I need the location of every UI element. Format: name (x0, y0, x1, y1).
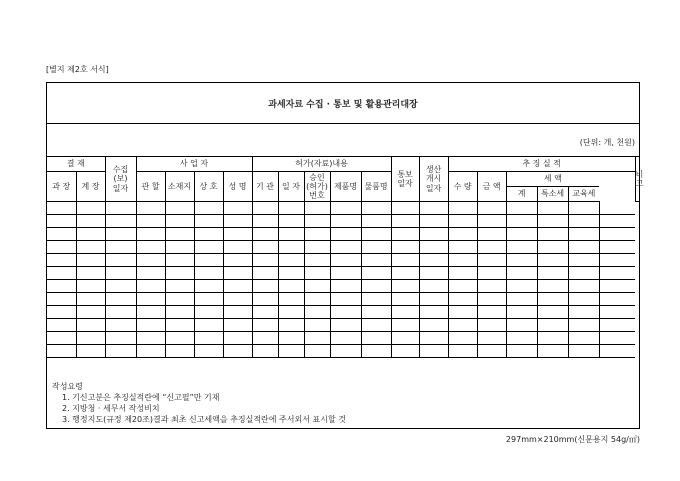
table-cell[interactable] (47, 254, 76, 267)
table-cell[interactable] (599, 319, 635, 332)
table-cell[interactable] (568, 202, 599, 215)
table-cell[interactable] (223, 280, 252, 293)
table-cell[interactable] (223, 319, 252, 332)
table-cell[interactable] (448, 293, 477, 306)
table-cell[interactable] (194, 215, 223, 228)
header-owner-name: 성 명 (223, 172, 252, 202)
table-cell[interactable] (47, 332, 76, 345)
table-cell[interactable] (330, 345, 361, 358)
table-cell[interactable] (194, 280, 223, 293)
table-cell[interactable] (304, 215, 330, 228)
table-cell[interactable] (252, 280, 278, 293)
table-cell[interactable] (599, 293, 635, 306)
table-cell[interactable] (76, 267, 105, 280)
table-cell[interactable] (165, 306, 194, 319)
table-cell[interactable] (448, 215, 477, 228)
paper-spec: 297mm×210mm(신문용지 54g/㎡) (505, 435, 640, 444)
table-cell[interactable] (252, 293, 278, 306)
table-cell[interactable] (194, 332, 223, 345)
table-cell[interactable] (506, 267, 537, 280)
table-cell[interactable] (477, 241, 506, 254)
table-row (47, 241, 639, 254)
header-special-tax: 특소세 (537, 187, 568, 202)
table-cell[interactable] (136, 267, 165, 280)
table-cell[interactable] (361, 241, 391, 254)
header-row-1 (47, 157, 639, 172)
table-cell[interactable] (361, 267, 391, 280)
table-cell[interactable] (477, 306, 506, 319)
table-row (47, 280, 639, 293)
table-cell[interactable] (76, 215, 105, 228)
table-cell[interactable] (361, 228, 391, 241)
table-cell[interactable] (252, 241, 278, 254)
table-cell[interactable] (419, 332, 448, 345)
table-cell[interactable] (419, 202, 448, 215)
header-product: 제품명 (330, 172, 361, 202)
table-cell[interactable] (194, 319, 223, 332)
table-cell[interactable] (165, 254, 194, 267)
table-cell[interactable] (278, 280, 304, 293)
table-cell[interactable] (165, 319, 194, 332)
table-cell[interactable] (223, 293, 252, 306)
table-cell[interactable] (599, 267, 635, 280)
table-cell[interactable] (448, 306, 477, 319)
table-cell[interactable] (537, 254, 568, 267)
table-cell[interactable] (568, 319, 599, 332)
table-cell[interactable] (252, 306, 278, 319)
header-collection: 추 징 실 적 (448, 157, 635, 172)
table-cell[interactable] (252, 319, 278, 332)
table-cell[interactable] (419, 319, 448, 332)
table-row (47, 215, 639, 228)
table-cell[interactable] (278, 345, 304, 358)
table-cell[interactable] (506, 215, 537, 228)
table-cell[interactable] (194, 267, 223, 280)
table-cell[interactable] (330, 215, 361, 228)
table-cell[interactable] (47, 267, 76, 280)
table-cell[interactable] (105, 332, 136, 345)
table-cell[interactable] (506, 202, 537, 215)
table-cell[interactable] (330, 293, 361, 306)
table-cell[interactable] (105, 319, 136, 332)
table-cell[interactable] (391, 254, 419, 267)
instructions (52, 381, 346, 425)
header-permit: 허가(자료)내용 (252, 157, 391, 172)
table-cell[interactable] (448, 241, 477, 254)
table-cell[interactable] (76, 293, 105, 306)
table-cell[interactable] (537, 293, 568, 306)
table-cell[interactable] (304, 319, 330, 332)
table-cell[interactable] (194, 202, 223, 215)
table-cell[interactable] (76, 202, 105, 215)
table-cell[interactable] (448, 319, 477, 332)
table-cell[interactable] (391, 306, 419, 319)
header-agency: 기 관 (252, 172, 278, 202)
table-cell[interactable] (47, 293, 76, 306)
table-cell[interactable] (537, 332, 568, 345)
table-cell[interactable] (165, 228, 194, 241)
table-cell[interactable] (304, 332, 330, 345)
table-cell[interactable] (136, 319, 165, 332)
table-cell[interactable] (448, 228, 477, 241)
table-cell[interactable] (47, 319, 76, 332)
table-cell[interactable] (599, 280, 635, 293)
table-cell[interactable] (391, 280, 419, 293)
table-cell[interactable] (506, 254, 537, 267)
table-cell[interactable] (391, 202, 419, 215)
table-cell[interactable] (165, 332, 194, 345)
table-cell[interactable] (105, 293, 136, 306)
table-row (47, 332, 639, 345)
table-cell[interactable] (304, 306, 330, 319)
header-team-chief: 계 장 (76, 172, 105, 202)
table-cell[interactable] (537, 319, 568, 332)
table-cell[interactable] (194, 228, 223, 241)
table-row (47, 267, 639, 280)
header-section-chief: 과 장 (47, 172, 76, 202)
table-cell[interactable] (419, 215, 448, 228)
table-cell[interactable] (278, 202, 304, 215)
table-cell[interactable] (568, 306, 599, 319)
table-cell[interactable] (223, 202, 252, 215)
header-item-name: 물품명 (361, 172, 391, 202)
table-cell[interactable] (47, 306, 76, 319)
table-cell[interactable] (330, 319, 361, 332)
table-cell[interactable] (278, 254, 304, 267)
table-cell[interactable] (252, 202, 278, 215)
table-cell[interactable] (136, 332, 165, 345)
table-cell[interactable] (223, 228, 252, 241)
table-row (47, 293, 639, 306)
table-cell[interactable] (330, 202, 361, 215)
table-cell[interactable] (76, 332, 105, 345)
table-cell[interactable] (330, 254, 361, 267)
table-cell[interactable] (361, 332, 391, 345)
table-cell[interactable] (419, 228, 448, 241)
table-cell[interactable] (477, 332, 506, 345)
instruction-item: 2. 지방청 · 세무서 작성비치 (62, 404, 160, 413)
table-cell[interactable] (568, 241, 599, 254)
table-cell[interactable] (419, 306, 448, 319)
table-cell[interactable] (448, 345, 477, 358)
table-cell[interactable] (568, 293, 599, 306)
header-approval-no: 승인 (허가) 번호 (304, 172, 330, 202)
table-cell[interactable] (278, 228, 304, 241)
table-cell[interactable] (194, 345, 223, 358)
table-cell[interactable] (304, 202, 330, 215)
register-table (47, 157, 644, 358)
header-tax: 세 액 (506, 172, 599, 187)
table-cell[interactable] (304, 254, 330, 267)
table-cell[interactable] (252, 254, 278, 267)
table-cell[interactable] (304, 228, 330, 241)
table-cell[interactable] (47, 228, 76, 241)
table-cell[interactable] (47, 241, 76, 254)
table-cell[interactable] (105, 280, 136, 293)
table-cell[interactable] (223, 332, 252, 345)
table-cell[interactable] (105, 254, 136, 267)
table-cell[interactable] (252, 215, 278, 228)
table-cell[interactable] (304, 345, 330, 358)
instruction-item: 3. 행정지도(규정 제20조)결과 최초 신고세액을 추징실적란에 주서외서 표시할 것 (62, 415, 346, 424)
table-cell[interactable] (165, 293, 194, 306)
table-cell[interactable] (506, 280, 537, 293)
table-cell[interactable] (599, 228, 635, 241)
table-cell[interactable] (419, 267, 448, 280)
header-notify-date: 통보 일자 (391, 157, 419, 202)
table-cell[interactable] (194, 254, 223, 267)
table-cell[interactable] (252, 267, 278, 280)
table-cell[interactable] (419, 293, 448, 306)
table-cell[interactable] (278, 293, 304, 306)
table-cell[interactable] (361, 280, 391, 293)
table-cell[interactable] (136, 306, 165, 319)
header-education-tax: 교육세 (568, 187, 599, 202)
data-rows (47, 202, 639, 358)
table-cell[interactable] (165, 202, 194, 215)
table-cell[interactable] (506, 319, 537, 332)
table-cell[interactable] (76, 306, 105, 319)
table-cell[interactable] (361, 202, 391, 215)
table-cell[interactable] (136, 345, 165, 358)
table-cell[interactable] (599, 345, 635, 358)
instructions-heading: 작성요령 (52, 382, 83, 391)
table-cell[interactable] (252, 332, 278, 345)
table-cell[interactable] (568, 345, 599, 358)
table-cell[interactable] (599, 215, 635, 228)
table-cell[interactable] (165, 241, 194, 254)
table-cell[interactable] (194, 306, 223, 319)
table-cell[interactable] (537, 306, 568, 319)
table-cell[interactable] (76, 228, 105, 241)
table-cell[interactable] (568, 280, 599, 293)
table-cell[interactable] (448, 202, 477, 215)
table-row (47, 228, 639, 241)
table-cell[interactable] (448, 332, 477, 345)
table-cell[interactable] (136, 293, 165, 306)
table-cell[interactable] (391, 241, 419, 254)
table-cell[interactable] (361, 254, 391, 267)
table-cell[interactable] (506, 241, 537, 254)
table-cell[interactable] (599, 241, 635, 254)
table-cell[interactable] (47, 202, 76, 215)
table-cell[interactable] (47, 345, 76, 358)
header-tax-total: 계 (506, 187, 537, 202)
table-cell[interactable] (477, 345, 506, 358)
table-cell[interactable] (278, 241, 304, 254)
table-cell[interactable] (278, 306, 304, 319)
table-cell[interactable] (76, 280, 105, 293)
table-cell[interactable] (105, 215, 136, 228)
header-jurisdiction: 관 할 (136, 172, 165, 202)
table-cell[interactable] (448, 280, 477, 293)
header-business: 사 업 자 (136, 157, 252, 172)
table-cell[interactable] (76, 345, 105, 358)
table-cell[interactable] (278, 332, 304, 345)
table-cell[interactable] (223, 254, 252, 267)
table-cell[interactable] (537, 215, 568, 228)
table-cell[interactable] (76, 254, 105, 267)
table-cell[interactable] (165, 345, 194, 358)
table-cell[interactable] (223, 241, 252, 254)
table-row (47, 319, 639, 332)
table-cell[interactable] (568, 254, 599, 267)
table-cell[interactable] (330, 306, 361, 319)
table-cell[interactable] (330, 280, 361, 293)
table-cell[interactable] (76, 241, 105, 254)
table-cell[interactable] (304, 241, 330, 254)
table-cell[interactable] (477, 254, 506, 267)
table-cell[interactable] (419, 254, 448, 267)
table-cell[interactable] (136, 228, 165, 241)
table-cell[interactable] (304, 280, 330, 293)
table-cell[interactable] (76, 319, 105, 332)
table-row (47, 306, 639, 319)
table-cell[interactable] (419, 241, 448, 254)
table-cell[interactable] (136, 215, 165, 228)
table-cell[interactable] (448, 254, 477, 267)
table-cell[interactable] (568, 228, 599, 241)
header-permit-date: 일 자 (278, 172, 304, 202)
table-row (47, 254, 639, 267)
table-cell[interactable] (477, 228, 506, 241)
table-cell[interactable] (361, 306, 391, 319)
table-cell[interactable] (477, 293, 506, 306)
header-approval: 결 재 (47, 157, 105, 172)
table-cell[interactable] (105, 228, 136, 241)
table-cell[interactable] (537, 241, 568, 254)
table-cell[interactable] (506, 345, 537, 358)
table-cell[interactable] (506, 293, 537, 306)
table-row (47, 345, 639, 358)
table-cell[interactable] (330, 332, 361, 345)
table-cell[interactable] (136, 202, 165, 215)
table-cell[interactable] (165, 267, 194, 280)
table-cell[interactable] (278, 319, 304, 332)
table-cell[interactable] (278, 215, 304, 228)
table-cell[interactable] (537, 345, 568, 358)
table-cell[interactable] (136, 241, 165, 254)
table-cell[interactable] (105, 345, 136, 358)
table-cell[interactable] (391, 215, 419, 228)
header-row-2 (47, 172, 639, 187)
table-cell[interactable] (448, 267, 477, 280)
table-cell[interactable] (105, 202, 136, 215)
table-cell[interactable] (223, 306, 252, 319)
table-cell[interactable] (391, 332, 419, 345)
table-cell[interactable] (47, 215, 76, 228)
table-cell[interactable] (278, 267, 304, 280)
unit-row (47, 124, 639, 157)
table-cell[interactable] (419, 345, 448, 358)
table-cell[interactable] (330, 267, 361, 280)
table-cell[interactable] (477, 202, 506, 215)
table-cell[interactable] (506, 306, 537, 319)
table-cell[interactable] (252, 345, 278, 358)
table-cell[interactable] (537, 280, 568, 293)
table-cell[interactable] (252, 228, 278, 241)
table-cell[interactable] (165, 280, 194, 293)
header-trade-name: 상 호 (194, 172, 223, 202)
table-cell[interactable] (391, 345, 419, 358)
table-cell[interactable] (391, 319, 419, 332)
table-cell[interactable] (304, 267, 330, 280)
table-cell[interactable] (330, 241, 361, 254)
table-cell[interactable] (391, 293, 419, 306)
header-location: 소재지 (165, 172, 194, 202)
table-cell[interactable] (568, 267, 599, 280)
table-cell[interactable] (223, 267, 252, 280)
table-cell[interactable] (537, 228, 568, 241)
table-cell[interactable] (568, 215, 599, 228)
table-cell[interactable] (304, 293, 330, 306)
table-cell[interactable] (47, 280, 76, 293)
table-cell[interactable] (477, 319, 506, 332)
table-cell[interactable] (506, 228, 537, 241)
header-collect-date: 수집 (보) 일자 (105, 157, 136, 202)
table-cell[interactable] (537, 202, 568, 215)
table-cell[interactable] (419, 280, 448, 293)
table-cell[interactable] (391, 267, 419, 280)
header-production-date: 생산 개시 일자 (419, 157, 448, 202)
table-row (47, 202, 639, 215)
table-cell[interactable] (599, 306, 635, 319)
table-cell[interactable] (568, 332, 599, 345)
table-cell[interactable] (136, 280, 165, 293)
form-frame (46, 82, 644, 429)
instruction-item: 1. 기신고분은 추징실적란에 “신고필”만 기재 (62, 393, 220, 402)
table-cell[interactable] (105, 306, 136, 319)
header-remarks: 비 고 (635, 157, 639, 202)
table-cell[interactable] (361, 293, 391, 306)
unit-label: (단위: 개, 천원) (579, 138, 635, 147)
table-cell[interactable] (136, 254, 165, 267)
table-cell[interactable] (506, 332, 537, 345)
table-cell[interactable] (194, 241, 223, 254)
table-cell[interactable] (223, 215, 252, 228)
table-cell[interactable] (477, 280, 506, 293)
table-cell[interactable] (599, 332, 635, 345)
table-cell[interactable] (599, 202, 635, 215)
table-cell[interactable] (105, 241, 136, 254)
table-cell[interactable] (477, 215, 506, 228)
table-cell[interactable] (165, 215, 194, 228)
form-title: 과세자료 수집 · 통보 및 활용관리대장 (47, 83, 639, 124)
table-cell[interactable] (330, 228, 361, 241)
table-cell[interactable] (361, 345, 391, 358)
table-cell[interactable] (477, 267, 506, 280)
table-cell[interactable] (194, 293, 223, 306)
form-reference: [별지 제2호 서식] (46, 65, 109, 74)
table-cell[interactable] (361, 215, 391, 228)
header-quantity: 수 량 (448, 172, 477, 202)
table-cell[interactable] (391, 228, 419, 241)
table-cell[interactable] (223, 345, 252, 358)
table-cell[interactable] (537, 267, 568, 280)
table-cell[interactable] (361, 319, 391, 332)
table-cell[interactable] (599, 254, 635, 267)
header-amount: 금 액 (477, 172, 506, 202)
table-cell[interactable] (105, 267, 136, 280)
